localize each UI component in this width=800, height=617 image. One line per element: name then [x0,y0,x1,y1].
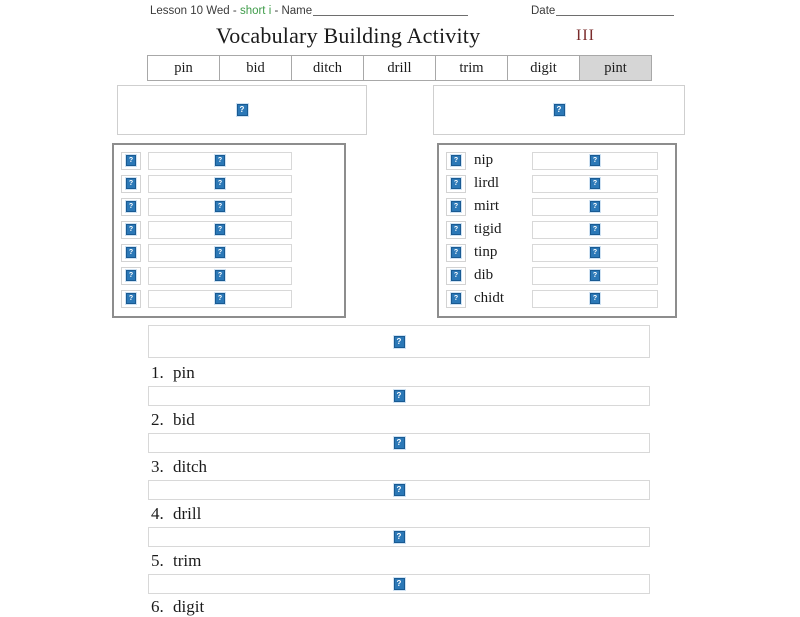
row-audio-icon-cell[interactable] [446,152,466,170]
page-title: Vocabulary Building Activity [216,23,481,48]
item-word: digit [173,597,205,616]
broken-image-icon: ? [393,389,406,403]
broken-image-icon: ? [125,246,137,259]
scrambled-word-label: mirt [474,198,499,214]
broken-image-icon: ? [589,200,601,213]
broken-image-icon: ? [125,154,137,167]
numbered-item-6 [151,597,204,617]
worksheet-header [0,2,800,20]
scrambled-word-label: dib [474,267,494,283]
row-answer-cell[interactable] [148,152,292,170]
item-number: 2. [151,410,164,429]
broken-image-icon: ? [214,177,226,190]
list-item[interactable] [439,287,675,310]
word-strip [147,55,652,81]
list-item[interactable] [114,172,344,195]
row-audio-icon-cell[interactable] [446,221,466,239]
row-answer-cell[interactable] [532,152,658,170]
broken-image-icon: ? [393,483,406,497]
row-audio-icon-cell[interactable] [446,198,466,216]
row-audio-icon-cell[interactable] [121,244,141,262]
broken-image-icon: ? [214,292,226,305]
broken-image-icon: ? [589,154,601,167]
section-roman-numeral: III [576,27,595,44]
broken-image-icon: ? [214,223,226,236]
row-answer-cell[interactable] [148,221,292,239]
row-answer-cell[interactable] [532,267,658,285]
item-number: 1. [151,363,164,382]
broken-image-icon: ? [450,246,462,259]
broken-image-icon: ? [589,246,601,259]
left-word-listbox [112,143,346,318]
numbered-item-4 [151,504,201,524]
list-item[interactable] [114,287,344,310]
practice-box-4[interactable] [148,527,650,547]
top-left-panel [117,85,367,135]
right-scrambled-listbox [437,143,677,318]
practice-box-5[interactable] [148,574,650,594]
broken-image-icon: ? [450,177,462,190]
broken-image-icon: ? [450,200,462,213]
item-number: 5. [151,551,164,570]
broken-image-icon: ? [214,269,226,282]
lesson-suffix-text: - Name [271,5,313,17]
numbered-item-1 [151,363,195,383]
list-item[interactable] [439,195,675,218]
name-blank-line[interactable] [313,4,468,16]
scrambled-word-label: tinp [474,244,498,260]
broken-image-icon: ? [125,223,137,236]
row-answer-cell[interactable] [148,267,292,285]
broken-image-icon: ? [236,103,249,117]
row-answer-cell[interactable] [532,198,658,216]
list-item[interactable] [114,149,344,172]
item-number: 6. [151,597,164,616]
broken-image-icon: ? [393,530,406,544]
item-word: trim [173,551,202,570]
item-word: ditch [173,457,207,476]
row-answer-cell[interactable] [148,198,292,216]
date-label-text: Date [531,5,556,17]
broken-image-icon: ? [125,292,137,305]
list-item[interactable] [439,264,675,287]
list-item[interactable] [439,172,675,195]
broken-image-icon: ? [125,200,137,213]
row-audio-icon-cell[interactable] [446,175,466,193]
broken-image-icon: ? [393,436,406,450]
broken-image-icon: ? [589,223,601,236]
broken-image-icon: ? [450,154,462,167]
word-cell-ditch[interactable]: ditch [292,56,364,80]
row-audio-icon-cell[interactable] [446,244,466,262]
lesson-label [150,4,468,17]
row-audio-icon-cell[interactable] [121,290,141,308]
row-answer-cell[interactable] [532,175,658,193]
item-word: pin [173,363,195,382]
broken-image-icon: ? [589,177,601,190]
row-answer-cell[interactable] [532,290,658,308]
list-item[interactable] [439,218,675,241]
row-audio-icon-cell[interactable] [121,221,141,239]
broken-image-icon: ? [450,223,462,236]
scrambled-word-label: tigid [474,221,502,237]
word-cell-pin[interactable]: pin [148,56,220,80]
scrambled-word-label: nip [474,152,494,168]
scrambled-word-label: lirdl [474,175,499,191]
numbered-item-5 [151,551,201,571]
practice-box-0[interactable] [148,325,650,358]
row-answer-cell[interactable] [148,175,292,193]
word-cell-bid[interactable]: bid [220,56,292,80]
broken-image-icon: ? [589,292,601,305]
lesson-prefix-text: Lesson 10 Wed - [150,5,240,17]
broken-image-icon: ? [125,269,137,282]
list-item[interactable] [114,218,344,241]
item-word: drill [173,504,202,523]
broken-image-icon: ? [450,292,462,305]
broken-image-icon: ? [450,269,462,282]
date-label-group [531,4,674,17]
numbered-item-2 [151,410,195,430]
row-answer-cell[interactable] [532,221,658,239]
scrambled-word-label: chidt [474,290,504,306]
broken-image-icon: ? [553,103,566,117]
row-audio-icon-cell[interactable] [446,290,466,308]
list-item[interactable] [439,149,675,172]
numbered-item-3 [151,457,207,477]
date-blank-line[interactable] [556,4,674,16]
list-item[interactable] [439,241,675,264]
row-audio-icon-cell[interactable] [121,152,141,170]
item-word: bid [173,410,195,429]
row-audio-icon-cell[interactable] [121,175,141,193]
row-audio-icon-cell[interactable] [446,267,466,285]
word-cell-digit[interactable]: digit [508,56,580,80]
item-number: 4. [151,504,164,523]
lesson-focus-text: short i [239,5,272,17]
broken-image-icon: ? [125,177,137,190]
word-cell-trim[interactable]: trim [436,56,508,80]
broken-image-icon: ? [589,269,601,282]
row-audio-icon-cell[interactable] [121,198,141,216]
word-cell-pint[interactable]: pint [580,56,651,80]
practice-box-1[interactable] [148,386,650,406]
top-right-panel [433,85,685,135]
row-answer-cell[interactable] [148,290,292,308]
broken-image-icon: ? [214,246,226,259]
list-item[interactable] [114,195,344,218]
practice-box-3[interactable] [148,480,650,500]
list-item[interactable] [114,264,344,287]
list-item[interactable] [114,241,344,264]
broken-image-icon: ? [214,200,226,213]
row-audio-icon-cell[interactable] [121,267,141,285]
broken-image-icon: ? [393,335,406,349]
practice-box-2[interactable] [148,433,650,453]
item-number: 3. [151,457,164,476]
row-answer-cell[interactable] [148,244,292,262]
broken-image-icon: ? [214,154,226,167]
broken-image-icon: ? [393,577,406,591]
row-answer-cell[interactable] [532,244,658,262]
word-cell-drill[interactable]: drill [364,56,436,80]
